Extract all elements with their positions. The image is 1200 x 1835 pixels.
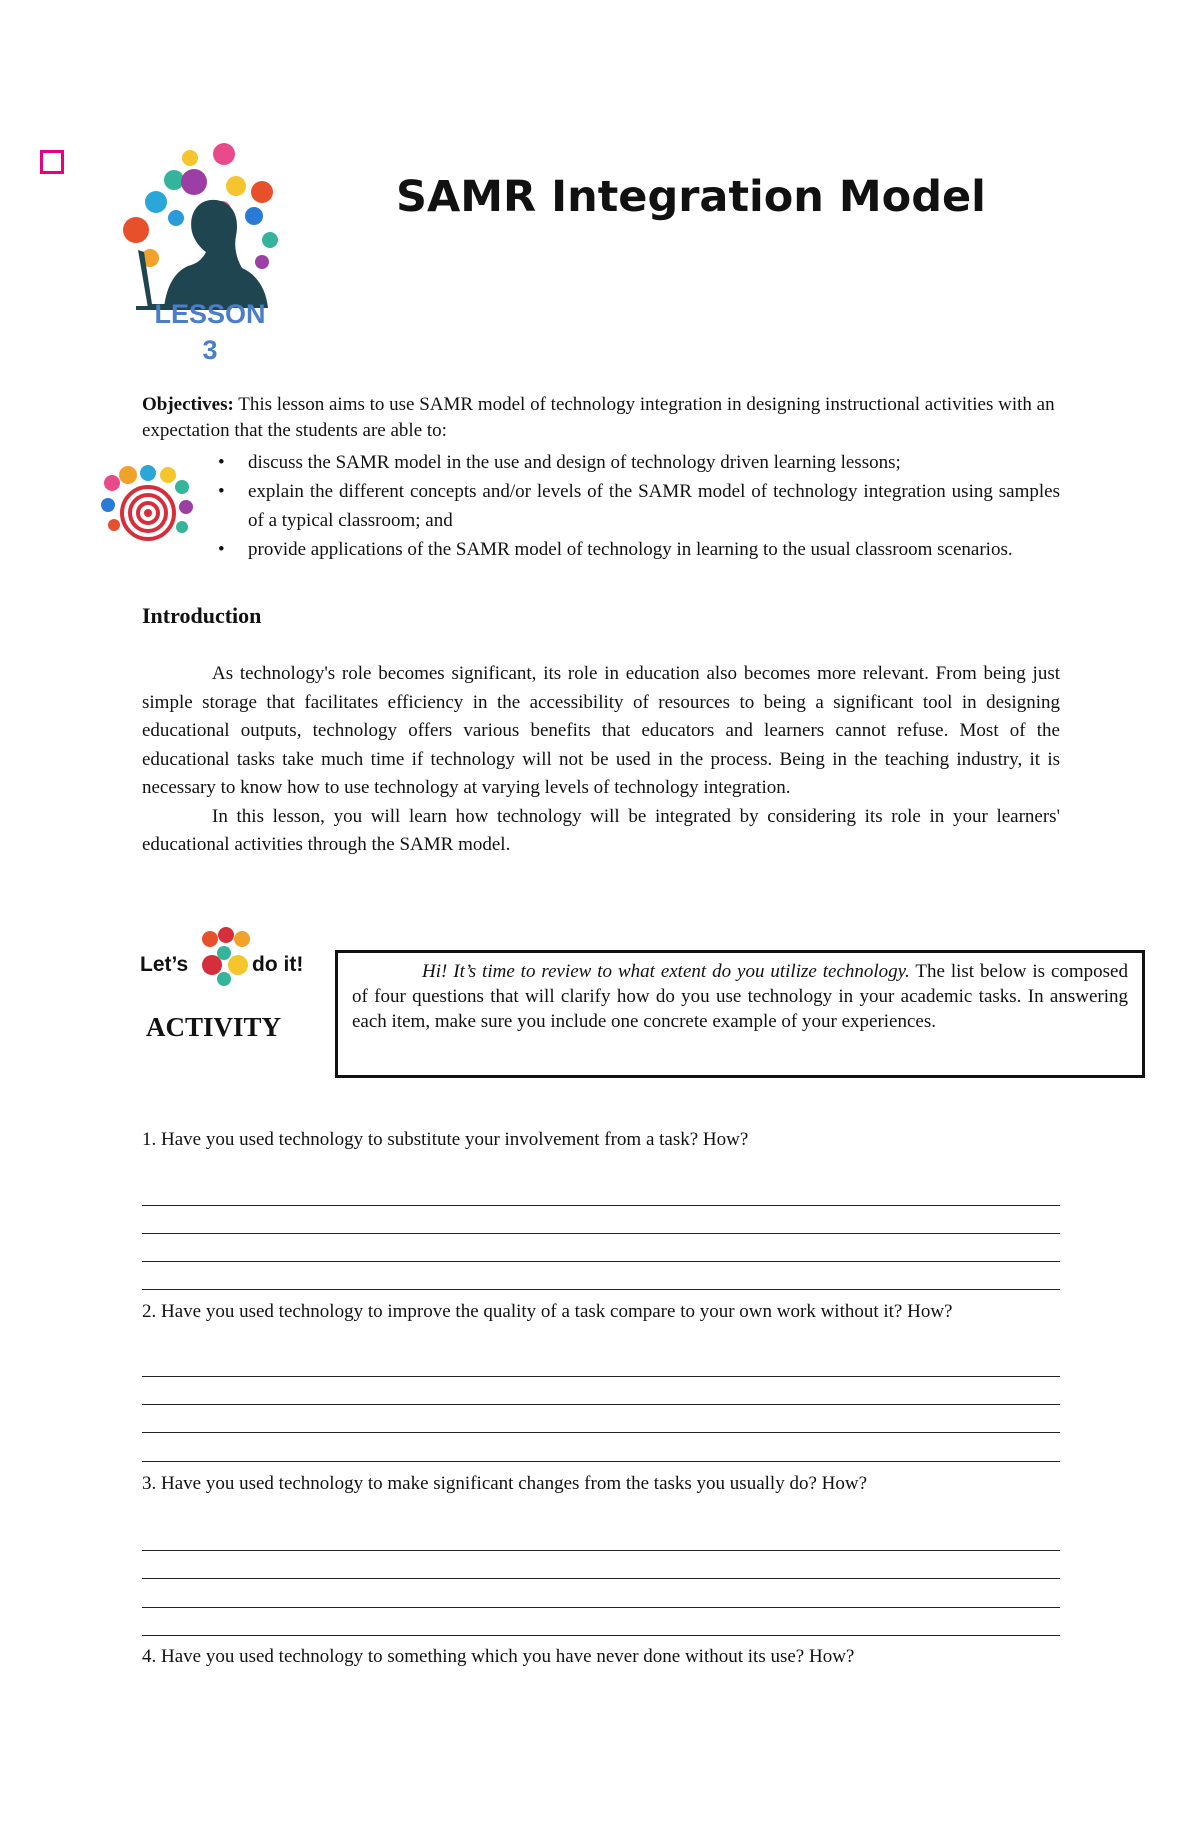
bullet-icon: •: [218, 539, 225, 560]
do-it-text: do it!: [252, 953, 304, 976]
answer-line[interactable]: [142, 1461, 1060, 1462]
lets-text: Let’s: [140, 953, 189, 976]
objectives-intro: [142, 392, 1062, 444]
lesson-word: LESSON: [154, 299, 266, 329]
introduction-paragraph: As technology's role becomes significant, its role in education also becomes more relevant. From being just simple storage that facilitates efficiency in the accessibility of resources to being a significant tool in designing educational outputs, technology offers various benefits that educators and learners cannot refuse. Most of the educational tasks take much time if technology will not be used in the process. Being in the teaching industry, it is necessary to know how to use technology at varying levels of technology integration.: [142, 663, 1060, 798]
objective-item: [218, 477, 1060, 535]
lesson-number: 3: [202, 335, 218, 365]
lets-do-it-badge: [140, 925, 320, 990]
lesson-illustration-icon: [118, 140, 288, 320]
objectives-label: Objectives:: [142, 394, 234, 415]
checkbox[interactable]: [40, 150, 64, 174]
answer-line[interactable]: [142, 1550, 1060, 1551]
activity-label: ACTIVITY: [146, 1012, 282, 1042]
answer-line[interactable]: [142, 1635, 1060, 1636]
bullet-icon: •: [218, 452, 225, 473]
answer-line[interactable]: [142, 1376, 1060, 1377]
introduction-paragraph: In this lesson, you will learn how technology will be integrated by considering its role in your learners' educational activities through the SAMR model.: [142, 805, 1060, 855]
question-1: 1. Have you used technology to substitute your involvement from a task? How?: [142, 1129, 749, 1150]
objective-text: explain the different concepts and/or levels of the SAMR model of technology integration using samples of a typical classroom; and: [248, 481, 1060, 531]
answer-line[interactable]: [142, 1233, 1060, 1234]
answer-line[interactable]: [142, 1289, 1060, 1290]
question-4: 4. Have you used technology to something which you have never done without its use? How?: [142, 1646, 855, 1667]
objectives-text: This lesson aims to use SAMR model of technology integration in designing instructional activities with an expectation that the students are able to:: [142, 394, 1055, 441]
lesson-label: [140, 296, 280, 368]
introduction-heading: Introduction: [142, 603, 262, 628]
introduction-body: [142, 660, 1060, 860]
answer-line[interactable]: [142, 1261, 1060, 1262]
activity-text: The list below is composed of four questions that will clarify how do you use technology in your academic tasks. In answering each item, make sure you include one concrete example of your experiences.: [352, 961, 1128, 1032]
answer-line[interactable]: [142, 1578, 1060, 1579]
bullet-icon: •: [218, 481, 225, 502]
answer-line[interactable]: [142, 1404, 1060, 1405]
activity-instructions-box: [335, 950, 1145, 1078]
objective-item: [218, 448, 1060, 477]
page-title: SAMR Integration Model: [396, 172, 986, 222]
activity-lead: Hi! It’s time to review to what extent do you utilize technology.: [422, 961, 910, 982]
answer-line[interactable]: [142, 1205, 1060, 1206]
objective-item: [218, 535, 1060, 564]
answer-line[interactable]: [142, 1432, 1060, 1433]
target-icon: [98, 465, 208, 545]
objective-text: discuss the SAMR model in the use and design of technology driven learning lessons;: [248, 452, 901, 473]
answer-line[interactable]: [142, 1607, 1060, 1608]
objective-text: provide applications of the SAMR model of technology in learning to the usual classroom scenarios.: [248, 539, 1013, 560]
objectives-list: [218, 448, 1060, 564]
question-3: 3. Have you used technology to make significant changes from the tasks you usually do? How?: [142, 1473, 867, 1494]
question-2: 2. Have you used technology to improve the quality of a task compare to your own work without it? How?: [142, 1301, 953, 1322]
